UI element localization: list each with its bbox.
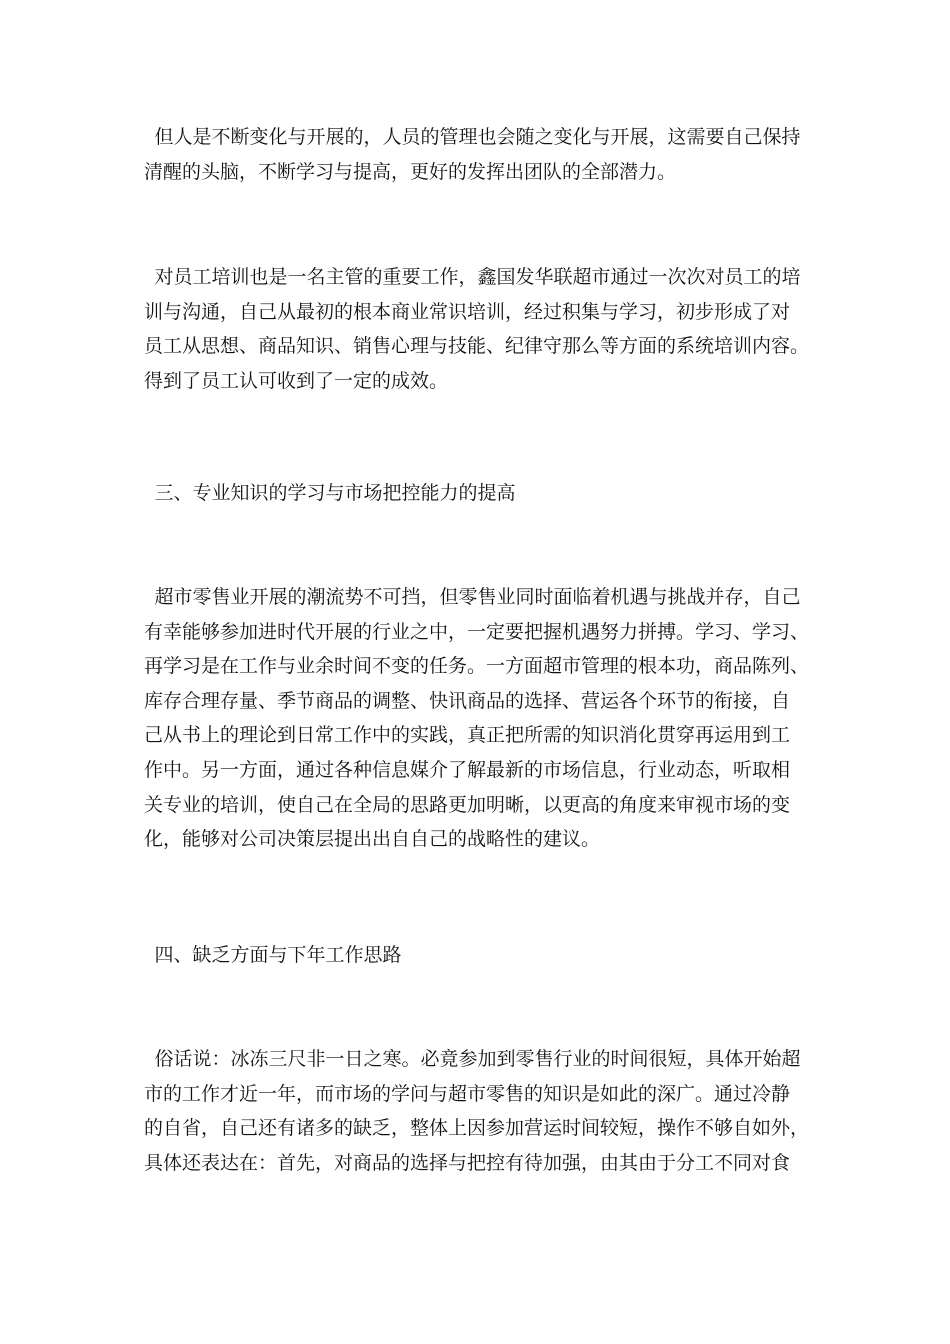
- text-line: 具体还表达在：首先，对商品的选择与把控有待加强，由其由于分工不同对食: [144, 1151, 791, 1174]
- text-line: 库存合理存量、季节商品的调整、快讯商品的选择、营运各个环节的衔接，自: [144, 689, 791, 712]
- text-line: 己从书上的理论到日常工作中的实践，真正把所需的知识消化贯穿再运用到工: [144, 724, 791, 747]
- section-heading-3: 三、专业知识的学习与市场把控能力的提高: [154, 482, 516, 504]
- text-line: 得到了员工认可收到了一定的成效。: [144, 369, 449, 392]
- text-line: 关专业的培训，使自己在全局的思路更加明晰，以更高的角度来审视市场的变: [144, 793, 791, 816]
- text-line: 有幸能够参加进时代开展的行业之中，一定要把握机遇努力拼搏。学习、学习、: [144, 620, 810, 643]
- section-heading-4: 四、缺乏方面与下年工作思路: [154, 944, 402, 966]
- paragraph-team-management: [144, 120, 808, 189]
- text-line: 员工从思想、商品知识、销售心理与技能、纪律守那么等方面的系统培训内容。: [144, 335, 810, 358]
- text-line: 化，能够对公司决策层提出出自自己的战略性的建议。: [144, 828, 601, 851]
- text-line: 但人是不断变化与开展的，人员的管理也会随之变化与开展，这需要自己保持: [154, 126, 801, 148]
- text-line: 再学习是在工作与业余时间不变的任务。一方面超市管理的根本功，商品陈列、: [144, 655, 810, 678]
- text-line: 超市零售业开展的潮流势不可挡，但零售业同时面临着机遇与挑战并存，自己: [154, 586, 801, 608]
- paragraph-shortcomings: [144, 1042, 808, 1180]
- text-line: 对员工培训也是一名主管的重要工作，鑫国发华联超市通过一次次对员工的培: [154, 266, 801, 288]
- text-line: 训与沟通，自己从最初的根本商业常识培训，经过积集与学习，初步形成了对: [144, 300, 791, 323]
- text-line: 作中。另一方面，通过各种信息媒介了解最新的市场信息，行业动态，听取相: [144, 758, 791, 781]
- text-line: 清醒的头脑，不断学习与提高，更好的发挥出团队的全部潜力。: [144, 160, 677, 183]
- paragraph-professional-learning: [144, 580, 808, 857]
- paragraph-staff-training: [144, 260, 808, 398]
- text-line: 俗话说：冰冻三尺非一日之寒。必竟参加到零售行业的时间很短，具体开始超: [154, 1048, 801, 1070]
- text-line: 的自省，自己还有诸多的缺乏，整体上因参加营运时间较短，操作不够自如外，: [144, 1117, 810, 1140]
- text-line: 市的工作才近一年，而市场的学问与超市零售的知识是如此的深广。通过冷静: [144, 1082, 791, 1105]
